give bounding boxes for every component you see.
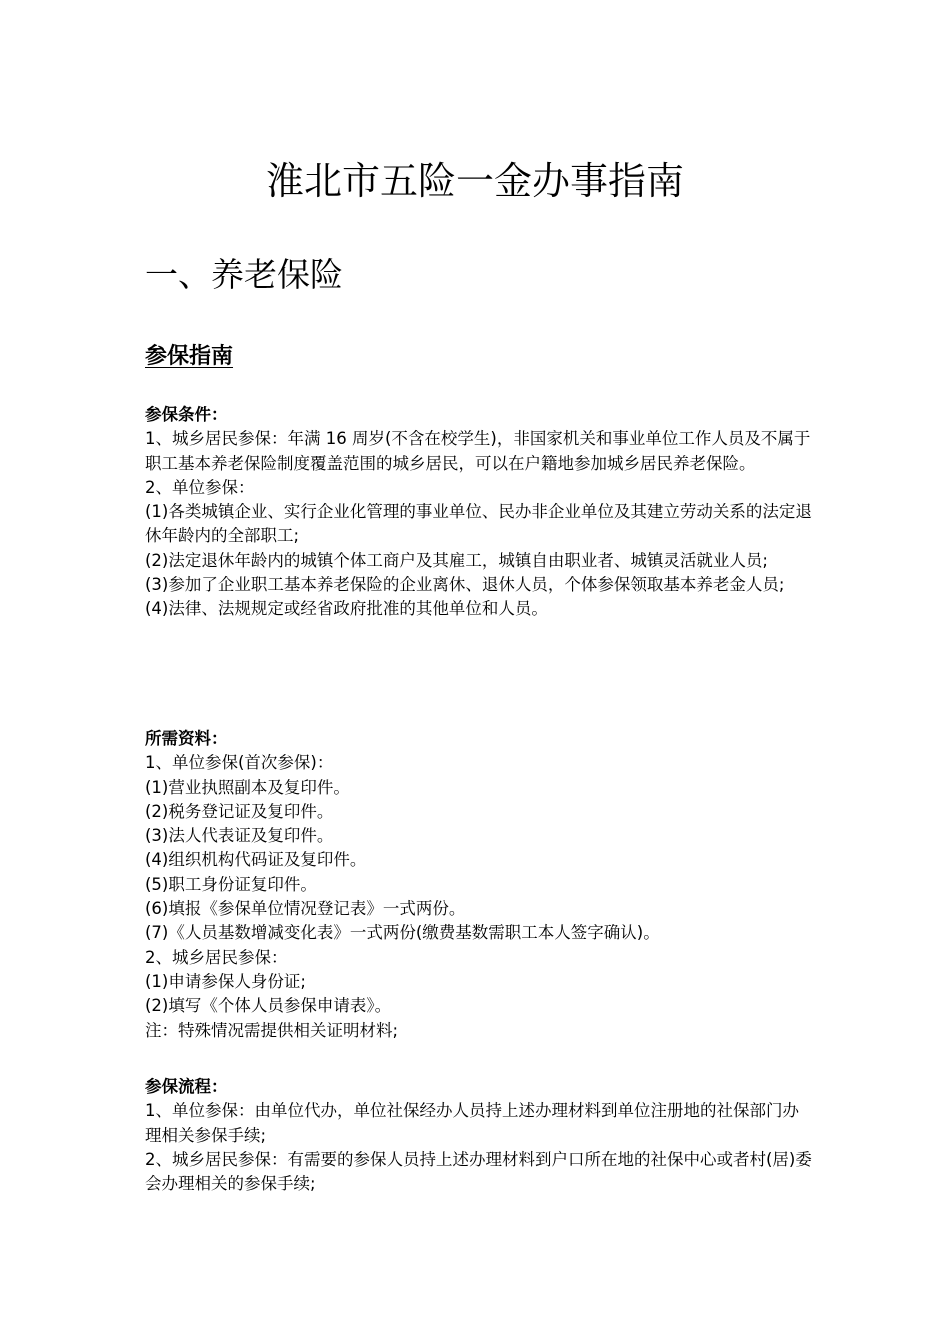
material-item: (2)填写《个体人员参保申请表》。	[145, 996, 392, 1016]
material-item: 1、单位参保(首次参保)：	[145, 753, 334, 773]
condition-item: (2)法定退休年龄内的城镇个体工商户及其雇工，城镇自由职业者、城镇灵活就业人员;	[145, 550, 768, 570]
enrollment-conditions-label: 参保条件：	[145, 405, 228, 424]
enrollment-process-block	[145, 1075, 813, 1196]
condition-item: (3)参加了企业职工基本养老保险的企业离休、退休人员，个体参保领取基本养老金人员;	[145, 575, 785, 595]
enrollment-process-label: 参保流程：	[145, 1077, 228, 1096]
subsection-heading-enrollment-guide: 参保指南	[145, 344, 234, 369]
document-title: 淮北市五险一金办事指南	[265, 159, 684, 203]
process-item: 1、单位参保：由单位代办，单位社保经办人员持上述办理材料到单位注册地的社保部门办理相关参保手续;	[145, 1101, 799, 1145]
enrollment-conditions-block	[145, 403, 813, 622]
required-materials-label: 所需资料：	[145, 729, 228, 748]
condition-item: 2、单位参保：	[145, 477, 255, 497]
material-item: (4)组织机构代码证及复印件。	[145, 850, 367, 870]
process-item: 2、城乡居民参保：有需要的参保人员持上述办理材料到户口所在地的社保中心或者村(居)委会办理相关的参保手续;	[145, 1149, 812, 1194]
condition-item: 1、城乡居民参保：年满 16 周岁(不含在校学生)，非国家机关和事业单位工作人员及不属于职工基本养老保险制度覆盖范围的城乡居民，可以在户籍地参加城乡居民养老保险。	[145, 429, 811, 473]
material-item: (1)申请参保人身份证;	[145, 971, 306, 991]
material-note: 注：特殊情况需提供相关证明材料;	[145, 1020, 399, 1040]
material-item: (3)法人代表证及复印件。	[145, 826, 334, 846]
material-item: (1)营业执照副本及复印件。	[145, 777, 350, 797]
material-item: 2、城乡居民参保：	[145, 947, 288, 967]
material-item: (7)《人员基数增减变化表》一式两份(缴费基数需职工本人签字确认)。	[145, 923, 660, 943]
condition-item: (1)各类城镇企业、实行企业化管理的事业单位、民办非企业单位及其建立劳动关系的法定退休年龄内的全部职工;	[145, 502, 812, 546]
required-materials-block	[145, 727, 813, 1043]
condition-item: (4)法律、法规规定或经省政府批准的其他单位和人员。	[145, 599, 548, 619]
section-heading-pension-insurance: 一、养老保险	[145, 255, 343, 294]
material-item: (6)填报《参保单位情况登记表》一式两份。	[145, 899, 466, 919]
material-item: (5)职工身份证复印件。	[145, 874, 317, 894]
material-item: (2)税务登记证及复印件。	[145, 801, 334, 821]
